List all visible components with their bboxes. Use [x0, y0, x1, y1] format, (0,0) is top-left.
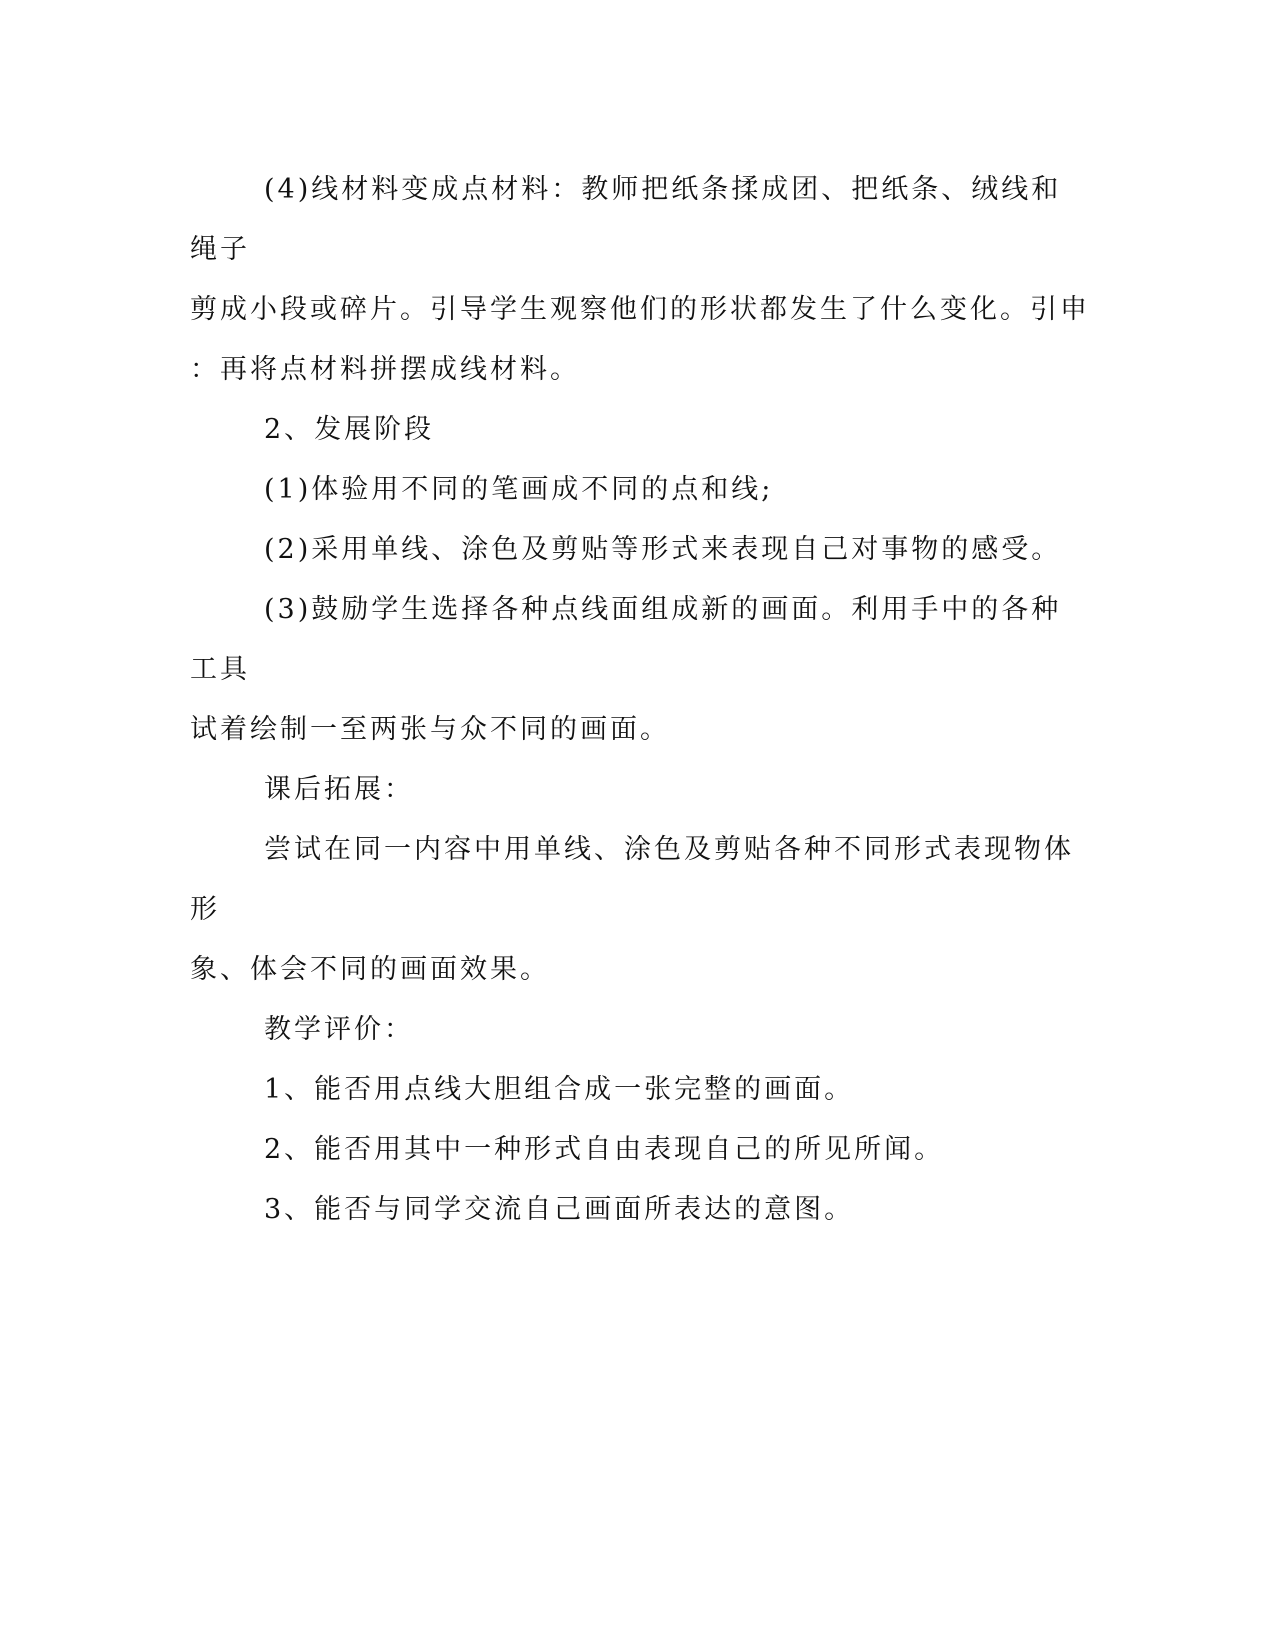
paragraph-line: 3、能否与同学交流自己画面所表达的意图。	[264, 1194, 855, 1225]
paragraph-line: (2)采用单线、涂色及剪贴等形式来表现自己对事物的感受。	[264, 534, 1062, 565]
paragraph-line: (1)体验用不同的笔画成不同的点和线;	[264, 474, 774, 505]
paragraph-line: (3)鼓励学生选择各种点线面组成新的画面。利用手中的各种工具	[190, 594, 1062, 685]
evaluation-item-1	[190, 1060, 1090, 1120]
section-heading-evaluation	[190, 1000, 1090, 1060]
paragraph-line: 象、体会不同的画面效果。	[190, 954, 550, 985]
section-heading-development	[190, 400, 1090, 460]
list-item-2	[190, 520, 1090, 580]
paragraph-line: 试着绘制一至两张与众不同的画面。	[190, 714, 670, 745]
paragraph-line: 1、能否用点线大胆组合成一张完整的画面。	[264, 1074, 855, 1105]
paragraph-line: 教学评价：	[264, 1014, 414, 1045]
evaluation-item-3	[190, 1180, 1090, 1240]
list-item-3	[190, 580, 1090, 760]
paragraph-line: 课后拓展：	[264, 774, 414, 805]
extension-paragraph	[190, 820, 1090, 1000]
paragraph-line: 尝试在同一内容中用单线、涂色及剪贴各种不同形式表现物体形	[190, 834, 1074, 925]
paragraph-material-transformation	[190, 160, 1090, 400]
evaluation-item-2	[190, 1120, 1090, 1180]
document-body	[190, 160, 1090, 1240]
paragraph-line: ：再将点材料拼摆成线材料。	[190, 354, 580, 385]
paragraph-line: 2、能否用其中一种形式自由表现自己的所见所闻。	[264, 1134, 945, 1165]
section-heading-extension	[190, 760, 1090, 820]
list-item-1	[190, 460, 1090, 520]
paragraph-line: 2、发展阶段	[264, 414, 435, 445]
paragraph-line: 剪成小段或碎片。引导学生观察他们的形状都发生了什么变化。引申	[190, 294, 1090, 325]
paragraph-line: (4)线材料变成点材料：教师把纸条揉成团、把纸条、绒线和绳子	[190, 174, 1062, 265]
